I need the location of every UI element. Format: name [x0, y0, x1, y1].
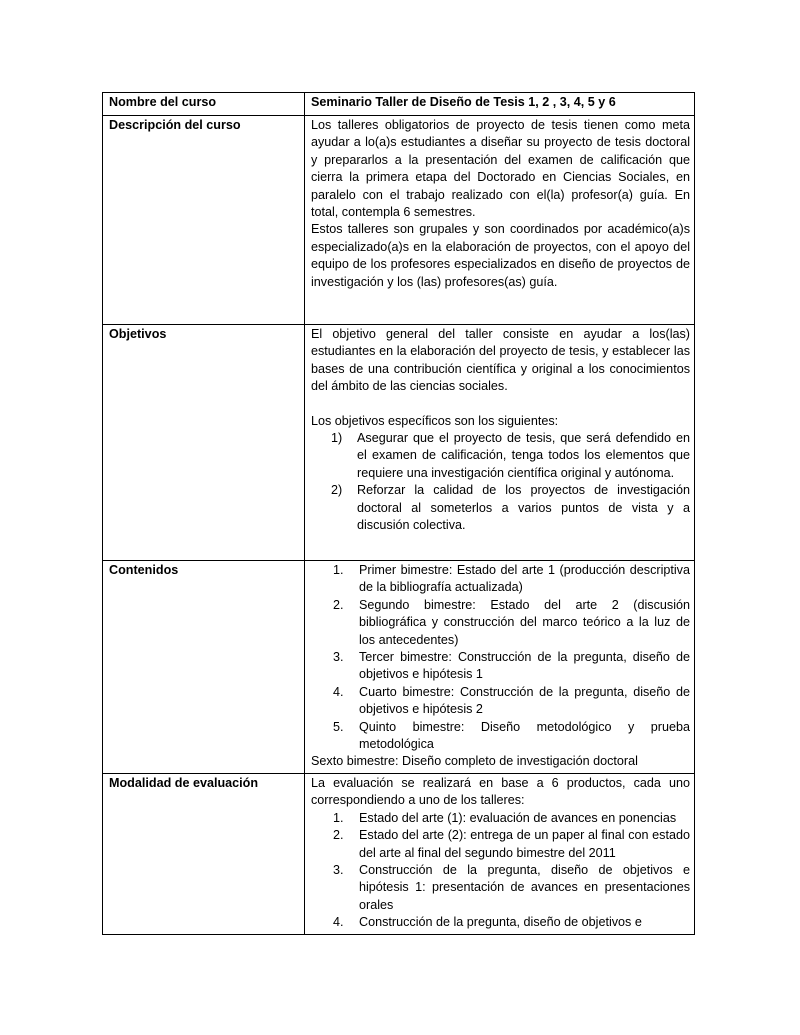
course-name-row: [103, 93, 695, 116]
objectives-specific-intro: Los objetivos específicos son los siguientes:: [311, 413, 559, 428]
description-paragraph-1: Los talleres obligatorios de proyecto de tesis tienen como meta ayudar a lo(a)s estudiantes a diseñar su proyecto de tesis doctoral y prepararlos a la presentación del examen de calificación que cierra la primera etapa del Doctorado en Ciencias Sociales, en paralelo con el trabajo realizado con el(la) profesor(a) guía. En total, contempla 6 semestres.: [311, 118, 690, 220]
evaluation-label: Modalidad de evaluación: [103, 773, 305, 934]
description-paragraph-2: Estos talleres son grupales y son coordinados por académico(a)s especializado(a)s en la elaboración de proyectos, con el apoyo del equipo de los profesores especializados en diseño de proyectos de investigación y los (las) profesores(as) guía.: [311, 222, 690, 289]
list-item-text: Asegurar que el proyecto de tesis, que será defendido en el examen de calificación, tenga todos los elementos que requiere una investigación científica original y autónoma.: [357, 431, 690, 480]
evaluation-value: [305, 773, 695, 934]
contents-list: [311, 562, 690, 753]
list-item: [311, 649, 690, 684]
list-item-number: 4.: [333, 684, 344, 699]
course-description-row: [103, 116, 695, 325]
list-item-number: 1.: [333, 563, 344, 577]
list-item-text: Reforzar la calidad de los proyectos de investigación doctoral al someterlos a varios puntos de vista y a discusión colectiva.: [357, 483, 690, 533]
list-item-number: 3.: [333, 862, 344, 877]
list-item-text: Construcción de la pregunta, diseño de objetivos e: [359, 915, 642, 930]
list-item-number: 4.: [333, 915, 344, 930]
list-item: [311, 827, 690, 862]
list-item-text: Construcción de la pregunta, diseño de objetivos e hipótesis 1: presentación de avances en presentaciones orales: [359, 862, 690, 912]
objectives-value: [305, 325, 695, 561]
list-item-number: 2.: [333, 828, 344, 843]
contents-last-item: Sexto bimestre: Diseño completo de investigación doctoral: [311, 754, 638, 769]
list-item: [311, 430, 690, 482]
list-item-text: Tercer bimestre: Construcción de la pregunta, diseño de objetivos e hipótesis 1: [359, 650, 690, 682]
list-item-text: Estado del arte (1): evaluación de avances en ponencias: [359, 810, 677, 825]
list-item-number: 5.: [333, 719, 344, 734]
evaluation-row: [103, 773, 695, 934]
list-item: [311, 719, 690, 754]
course-table: [102, 92, 695, 935]
list-item-text: Estado del arte (2): entrega de un paper al final con estado del arte al final del segundo bimestre del 2011: [359, 828, 690, 860]
evaluation-list: [311, 810, 690, 932]
objectives-row: [103, 325, 695, 561]
list-item-text: Quinto bimestre: Diseño metodológico y prueba metodológica: [359, 719, 690, 752]
list-item: [311, 597, 690, 649]
list-item: [311, 684, 690, 719]
list-item-number: 2.: [333, 597, 344, 612]
contents-row: [103, 561, 695, 774]
list-item-number: 3.: [333, 650, 344, 665]
evaluation-intro: La evaluación se realizará en base a 6 productos, cada uno correspondiendo a uno de los talleres:: [311, 775, 690, 808]
objectives-list: [311, 430, 690, 534]
list-item: [311, 914, 690, 931]
contents-label: Contenidos: [103, 561, 305, 774]
course-name-label: Nombre del curso: [103, 93, 305, 116]
list-item: [311, 810, 690, 827]
list-item-text: Cuarto bimestre: Construcción de la pregunta, diseño de objetivos e hipótesis 2: [359, 684, 690, 717]
list-item-text: Segundo bimestre: Estado del arte 2 (discusión bibliográfica y construcción del marco teórico a la luz de los antecedentes): [359, 597, 690, 647]
course-description-label: Descripción del curso: [103, 116, 305, 325]
list-item: [311, 482, 690, 534]
course-name-value: Seminario Taller de Diseño de Tesis 1, 2 , 3, 4, 5 y 6: [305, 93, 695, 116]
list-item: [311, 862, 690, 914]
objectives-label: Objetivos: [103, 325, 305, 561]
list-item-number: 2): [331, 483, 343, 498]
list-item-text: Primer bimestre: Estado del arte 1 (producción descriptiva de la bibliografía actualizada): [359, 563, 690, 595]
contents-value: [305, 561, 695, 774]
list-item-number: 1): [331, 431, 343, 446]
course-description-value: [305, 116, 695, 325]
objectives-general: El objetivo general del taller consiste en ayudar a los(las) estudiantes en la elaboración del proyecto de tesis, y establecer las bases de una contribución científica y original a los conocimientos del ámbito de las ciencias sociales.: [311, 327, 690, 394]
list-item: [311, 562, 690, 597]
list-item-number: 1.: [333, 810, 344, 825]
